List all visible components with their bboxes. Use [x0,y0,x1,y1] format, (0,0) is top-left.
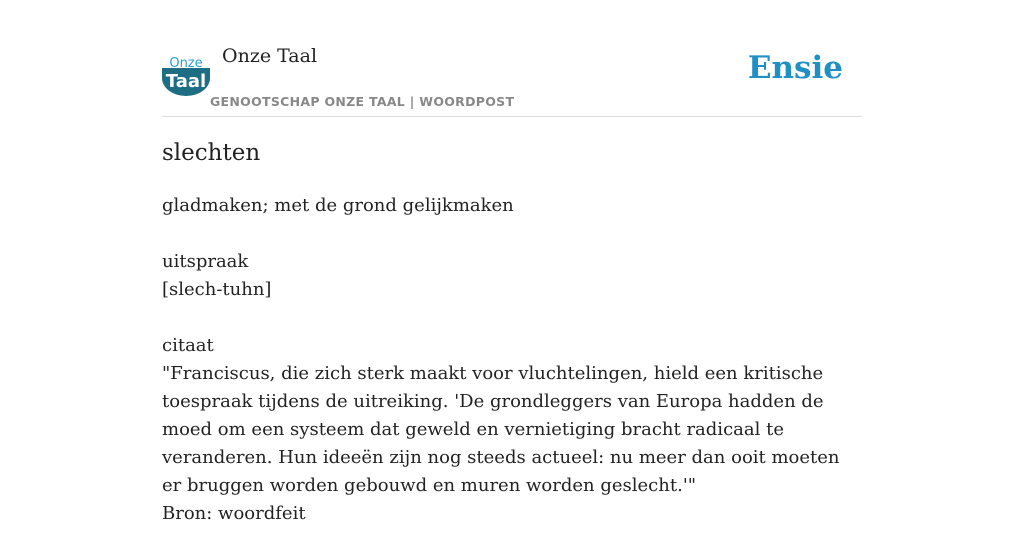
pronunciation-label: uitspraak [162,251,249,272]
svg-text:Onze: Onze [169,56,203,71]
site-subtitle: GENOOTSCHAP ONZE TAAL | WOORDPOST [210,94,515,109]
ensie-brand-link[interactable]: Ensie [747,50,843,86]
definition: gladmaken; met de grond gelijkmaken [162,195,514,216]
header [162,0,862,117]
site-name[interactable]: Onze Taal [222,45,318,67]
svg-text:Taal: Taal [165,71,207,92]
quote-label: citaat [162,335,214,356]
pronunciation-block [162,248,862,304]
pronunciation: [slech-tuhn] [162,279,272,300]
quote-block [162,332,862,528]
onze-taal-logo-icon[interactable] [162,52,210,96]
quote-source: Bron: woordfeit [162,503,306,524]
entry-card [162,0,862,524]
entry-content [162,192,862,556]
entry-word: slechten [162,140,261,166]
quote-text: "Franciscus, die zich sterk maakt voor vluchtelingen, hield een kritische toespraak tijdens de uitreiking. 'De grondleggers van Europa hadden de moed om een systeem dat geweld en vernietiging bracht radicaal te veranderen. Hun ideeën zijn nog steeds actueel: nu meer dan ooit moeten er bruggen worden gebouwd en muren worden geslecht.'" [162,363,840,496]
